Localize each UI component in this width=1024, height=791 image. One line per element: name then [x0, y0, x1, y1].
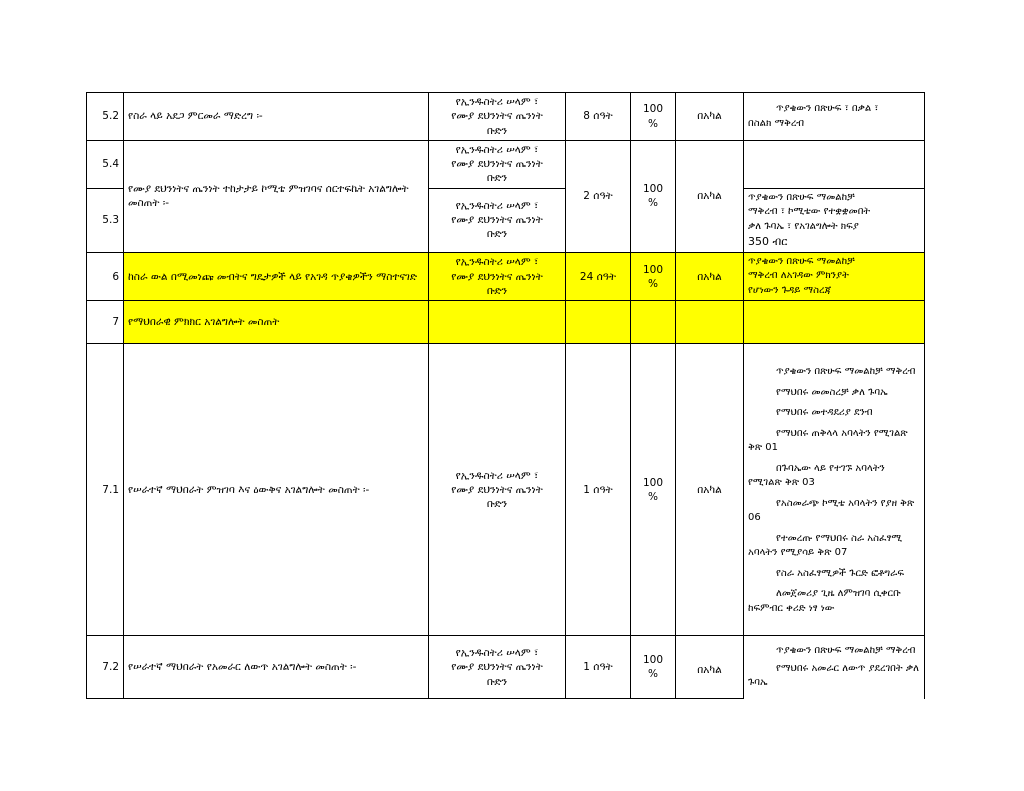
office-line: ቡድን	[486, 284, 508, 297]
office-line: የኢንዱስትሪ ሠላም ፣	[455, 256, 539, 269]
requirement-line: የተመረጡ የማህበሩ ስራ አስፈፃሚ አባላትን የሚያሳይ ቅጽ 07	[748, 532, 903, 559]
empty-cell	[676, 301, 744, 344]
row-number: 5.3	[87, 188, 124, 252]
service-standards-table	[86, 92, 925, 699]
requirements-empty	[744, 141, 925, 189]
responsible-office	[429, 344, 566, 636]
office-line: የኢንዱስትሪ ሠላም ፣	[455, 144, 539, 156]
service-description: የሙያ ደህንነትና ጤንነት ተከታታይ ኮሚቴ ምዝገባና ሰርተፍኬት አገልግሎት መስጠት ፡-	[124, 141, 429, 253]
requirement-line: በስልክ ማቅረብ	[748, 117, 805, 129]
percent-value: 100	[642, 183, 664, 196]
row-number: 5.2	[87, 93, 124, 141]
office-line: ቡድን	[486, 228, 508, 241]
requirements	[744, 188, 925, 252]
office-line: ቡድን	[486, 124, 508, 137]
requirement-line: የማህበሩ መተዳደሪያ ደንብ	[776, 407, 873, 419]
service-time: 24 ሰዓት	[566, 252, 631, 301]
requirements	[744, 93, 925, 141]
service-time: 2 ሰዓት	[566, 141, 631, 253]
requirement-line: የሆነውን ጉዳይ ማስረጃ	[748, 284, 832, 296]
requirement-line: ማቅረብ ለአገዳው ምክንያት	[748, 270, 849, 282]
responsible-office	[429, 188, 566, 252]
office-line: ቡድን	[486, 172, 508, 185]
row-number: 7.1	[87, 344, 124, 636]
office-line: የሙያ ደህንነትና ጤንነት	[451, 214, 543, 227]
percent-value: 100	[642, 476, 664, 489]
requirement-line: ለመጀመሪያ ጊዜ ለምዝገባ ሲቀርቡ ከፍምብር ቀሪድ ነፃ ነው	[748, 588, 901, 614]
percent-sign: %	[648, 668, 658, 681]
requirement-line: ማቅረብ ፣ ኮሚቴው የተቋቋመበት	[748, 206, 871, 218]
percent-sign: %	[648, 197, 658, 210]
responsible-office	[429, 93, 566, 141]
table-row	[87, 636, 925, 699]
requirements-list	[744, 344, 925, 636]
service-mode: በአካል	[676, 93, 744, 141]
completion-percent	[631, 93, 676, 141]
service-time: 8 ሰዓት	[566, 93, 631, 141]
percent-sign: %	[648, 117, 658, 130]
table-row	[87, 93, 925, 141]
requirement-line: 350 ብር	[748, 235, 788, 249]
service-description: የሠራተኛ ማህበራት የአመራር ለውጥ አገልግሎት መስጠት ፡-	[124, 636, 429, 699]
table-row	[87, 344, 925, 636]
office-line: የሙያ ደህንነትና ጤንነት	[451, 270, 543, 283]
completion-percent	[631, 636, 676, 699]
office-line: የሙያ ደህንነትና ጤንነት	[451, 483, 543, 496]
service-description: የስራ ላይ አደጋ ምርመራ ማድረግ ፡-	[124, 93, 429, 141]
service-time: 1 ሰዓት	[566, 344, 631, 636]
office-line: የኢንዱስትሪ ሠላም ፣	[455, 647, 539, 660]
office-line: የሙያ ደህንነትና ጤንነት	[451, 158, 543, 171]
service-description: ከስራ ውል በሚመነጩ መብትና ግዴታዎች ላይ የአገዳ ጥያቄዎችን ማስተናገድ	[124, 252, 429, 301]
empty-cell	[631, 301, 676, 344]
section-header-row	[87, 301, 925, 344]
table-row	[87, 141, 925, 189]
service-time: 1 ሰዓት	[566, 636, 631, 699]
empty-cell	[744, 301, 925, 344]
responsible-office	[429, 636, 566, 699]
requirement-line: የስራ አስፈፃሚዎች ጉርድ ፎቶግራፍ	[776, 567, 904, 579]
service-description: የሠራተኛ ማህበራት ምዝገባ እና ዕውቅና አገልግሎት መስጠት ፡-	[124, 344, 429, 636]
office-line: ቡድን	[486, 675, 508, 688]
responsible-office	[429, 252, 566, 301]
requirement-line: ጥያቄውን በጽሁፍ ማመልከቻ	[748, 255, 855, 267]
office-line: የኢንዱስትሪ ሠላም ፣	[455, 199, 539, 212]
requirements	[744, 252, 925, 301]
requirement-line: ጥያቄውን በጽሁፍ ማመልከቻ ማቅረብ	[776, 366, 916, 378]
requirement-line: ጥያቄውን በጽሁፍ ማመልከቻ ማቅረብ	[776, 645, 916, 657]
office-line: የሙያ ደህንነትና ጤንነት	[451, 661, 543, 674]
percent-value: 100	[642, 263, 664, 276]
requirement-line: የማህበሩ አመራር ለውጥ ያደረገበት ቃለ ጉባኤ	[748, 662, 919, 689]
section-title: የማህበራዊ ምክክር አገልግሎት መስጠት	[124, 301, 429, 344]
responsible-office	[429, 141, 566, 189]
requirement-line: ጥያቄውን በጽሁፍ ፣ በቃል ፣	[776, 103, 879, 114]
percent-sign: %	[648, 490, 658, 503]
requirement-line: የማህበሩ ጠቅላላ አባላትን የሚገልጽ ቅጽ 01	[748, 427, 908, 454]
service-mode: በአካል	[676, 636, 744, 699]
requirement-line: ቃለ ጉባኤ ፣ የአገልግሎት ክፍያ	[748, 220, 859, 232]
service-mode: በአካል	[676, 252, 744, 301]
table-row-highlighted	[87, 252, 925, 301]
office-line: ቡድን	[486, 498, 508, 511]
requirement-line: በጉባኤው ላይ የተገኙ አባላትን የሚገልጽ ቅጽ 03	[748, 462, 885, 489]
completion-percent	[631, 344, 676, 636]
office-line: የኢንዱስትሪ ሠላም ፣	[455, 96, 539, 109]
requirement-line: የማህበሩ መመስረቻ ቃለ ጉባኤ	[776, 386, 888, 398]
row-number: 6	[87, 252, 124, 301]
completion-percent	[631, 252, 676, 301]
office-line: የሙያ ደህንነትና ጤንነት	[451, 110, 543, 123]
requirement-line: የአስመራጭ ኮሚቴ አባላትን የያዘ ቅጽ 06	[748, 497, 915, 524]
percent-value: 100	[642, 103, 664, 116]
percent-value: 100	[642, 654, 664, 667]
service-mode: በአካል	[676, 344, 744, 636]
row-number: 7	[87, 301, 124, 344]
percent-sign: %	[648, 277, 658, 290]
empty-cell	[429, 301, 566, 344]
empty-cell	[566, 301, 631, 344]
completion-percent	[631, 141, 676, 253]
requirements-list	[744, 636, 925, 699]
row-number: 5.4	[87, 141, 124, 189]
office-line: የኢንዱስትሪ ሠላም ፣	[455, 469, 539, 482]
requirement-line: ጥያቄውን በጽሁፍ ማመልከቻ	[748, 191, 855, 203]
service-mode: በአካል	[676, 141, 744, 253]
row-number: 7.2	[87, 636, 124, 699]
